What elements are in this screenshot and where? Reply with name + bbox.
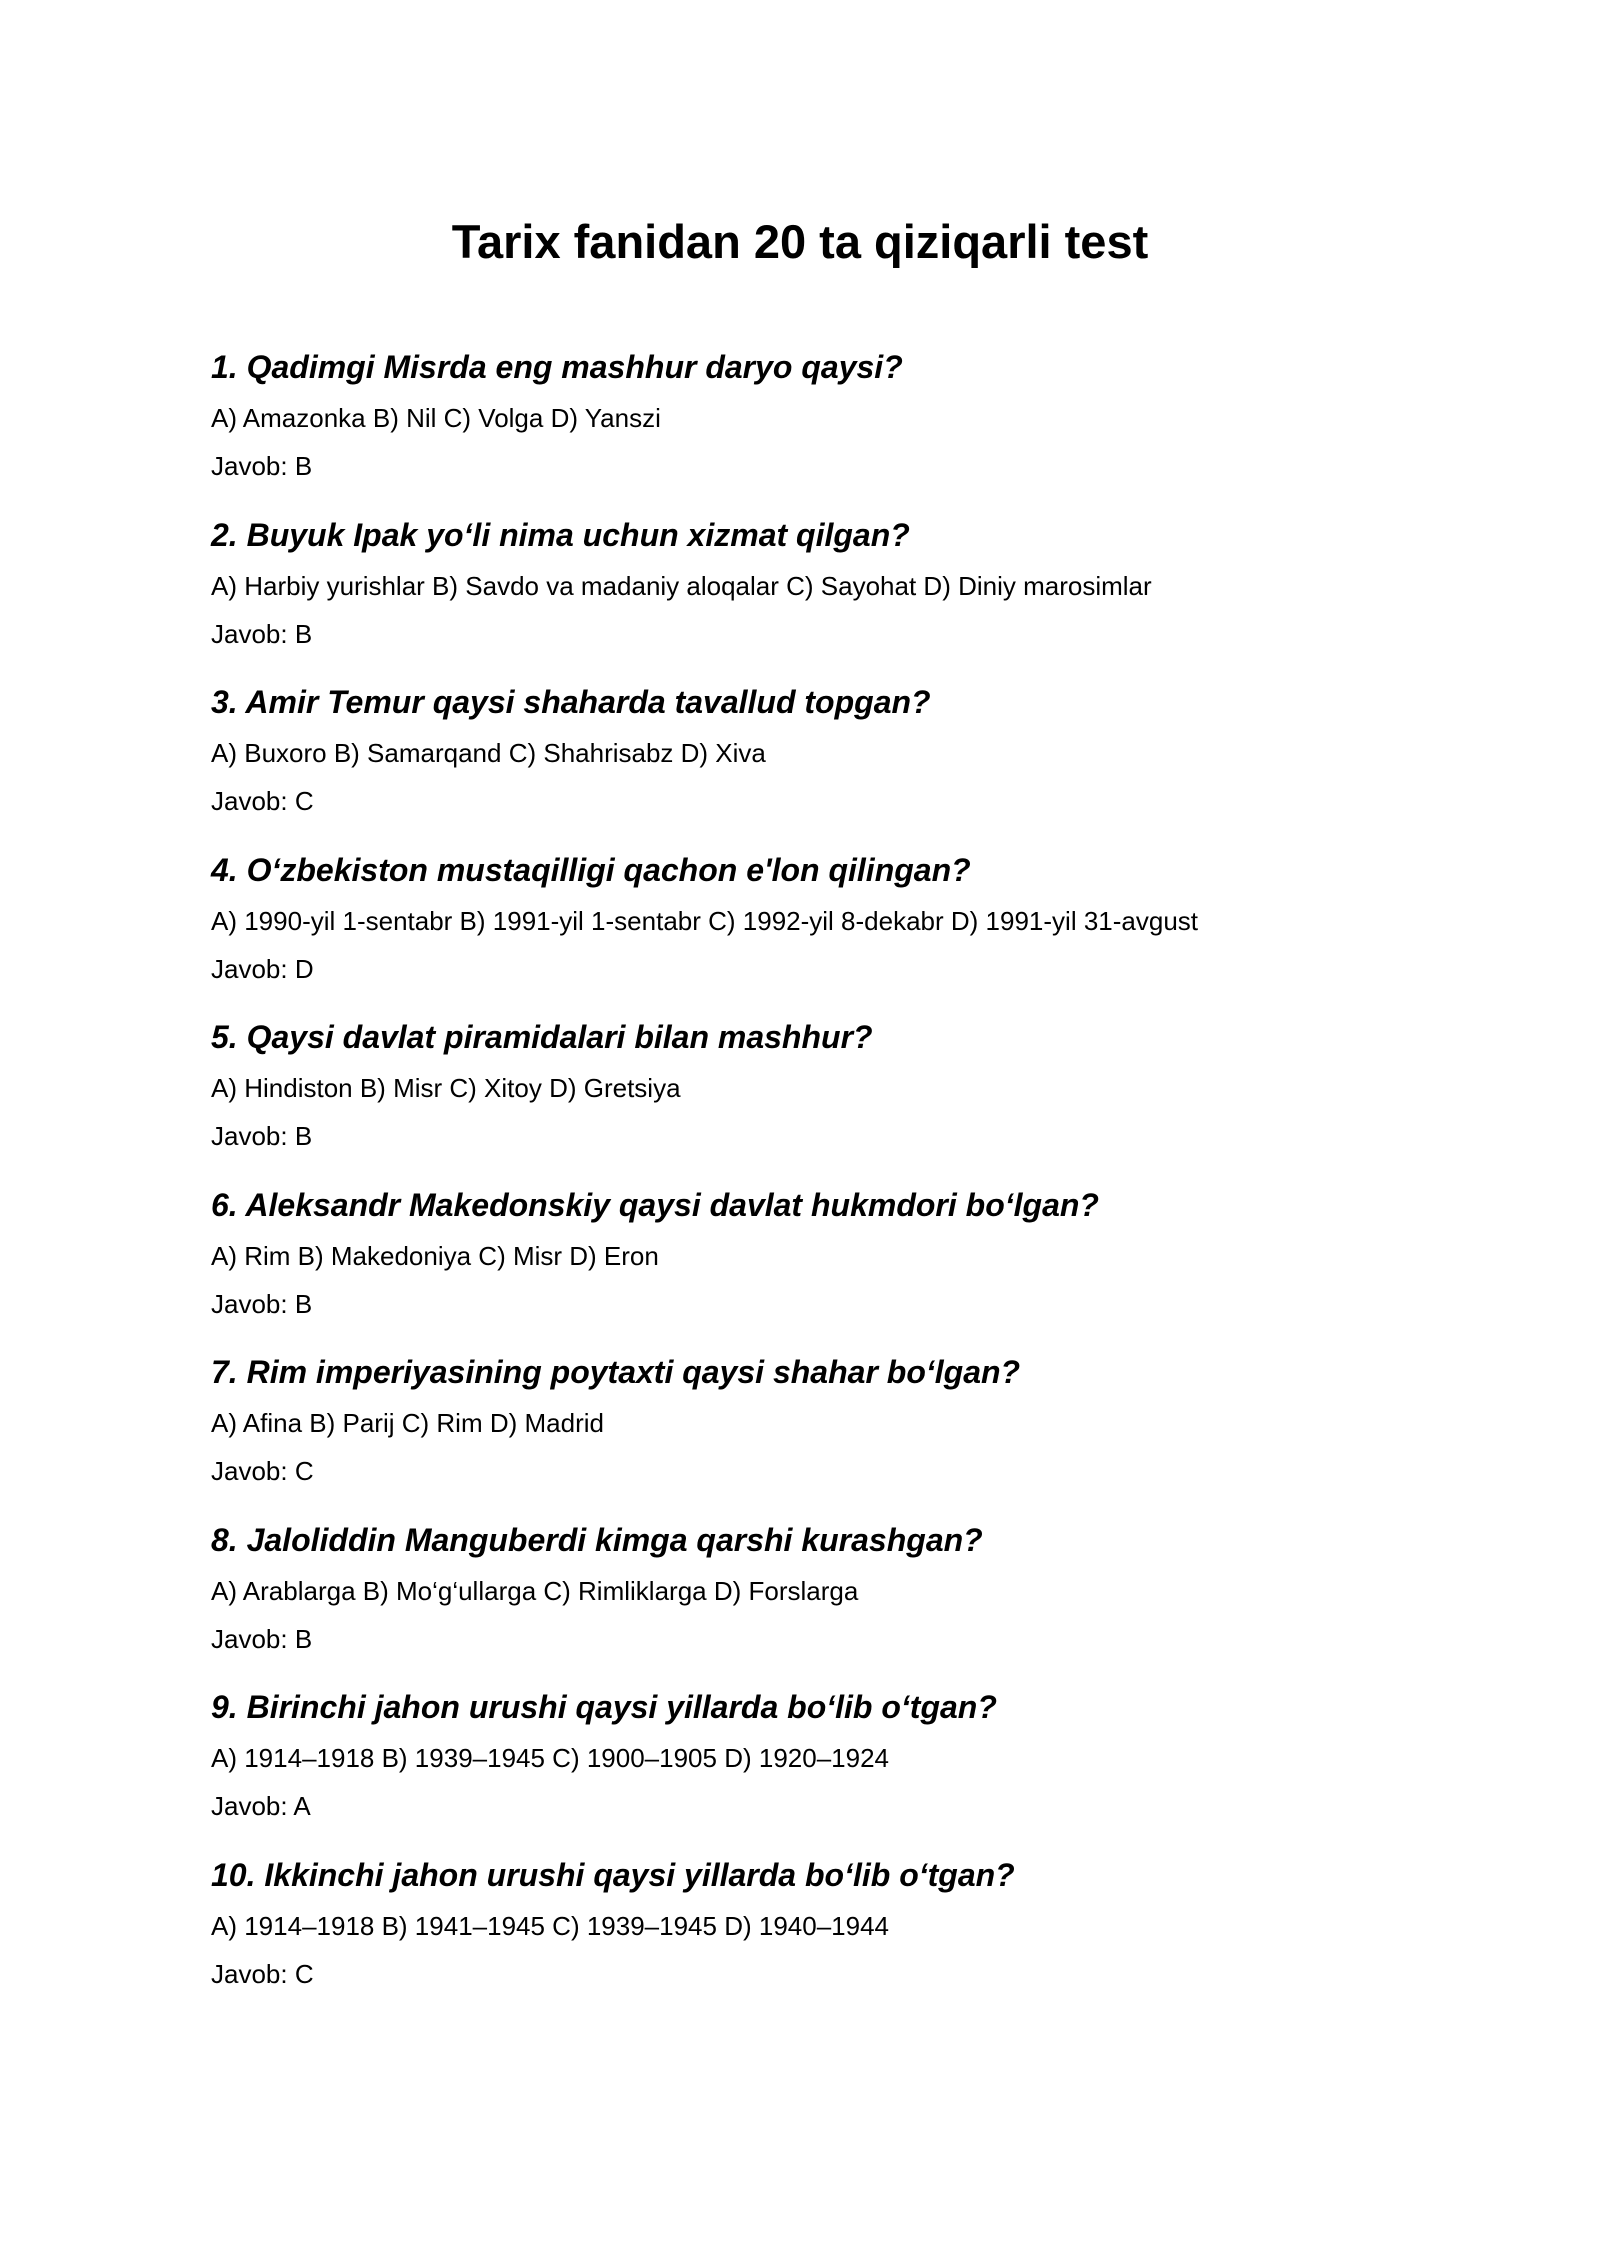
question-text: 4. O‘zbekiston mustaqilligi qachon e'lon qilingan? xyxy=(211,851,971,888)
question-text: 1. Qadimgi Misrda eng mashhur daryo qaysi? xyxy=(211,349,903,385)
question-item xyxy=(211,1853,1411,2021)
question-text: 3. Amir Temur qaysi shaharda tavallud topgan? xyxy=(211,684,931,720)
correct-answer: Javob: A xyxy=(211,1791,311,1821)
answer-options: A) Hindiston B) Misr C) Xitoy D) Gretsiya xyxy=(211,1073,681,1103)
question-item xyxy=(211,1183,1411,1351)
answer-options: A) Harbiy yurishlar B) Savdo va madaniy aloqalar C) Sayohat D) Diniy marosimlar xyxy=(211,570,1152,601)
answer-options: A) Amazonka B) Nil C) Volga D) Yanszi xyxy=(211,403,661,433)
correct-answer: Javob: C xyxy=(211,1958,314,1989)
question-item xyxy=(211,345,1411,513)
answer-options: A) 1914–1918 B) 1939–1945 C) 1900–1905 D) 1920–1924 xyxy=(211,1743,889,1773)
question-text: 5. Qaysi davlat piramidalari bilan mashhur? xyxy=(211,1019,873,1055)
correct-answer: Javob: D xyxy=(211,953,314,984)
question-item xyxy=(211,680,1411,848)
question-item xyxy=(211,848,1411,1016)
correct-answer: Javob: B xyxy=(211,1623,313,1654)
question-item xyxy=(211,1350,1411,1518)
answer-options: A) 1914–1918 B) 1941–1945 C) 1939–1945 D) 1940–1944 xyxy=(211,1910,889,1941)
question-text: 9. Birinchi jahon urushi qaysi yillarda bo‘lib o‘tgan? xyxy=(211,1689,997,1725)
correct-answer: Javob: C xyxy=(211,786,314,816)
question-text: 2. Buyuk Ipak yo‘li nima uchun xizmat qilgan? xyxy=(211,516,910,553)
question-text: 6. Aleksandr Makedonskiy qaysi davlat hukmdori bo‘lgan? xyxy=(211,1186,1099,1223)
answer-options: A) Afina B) Parij C) Rim D) Madrid xyxy=(211,1408,604,1438)
correct-answer: Javob: C xyxy=(211,1456,314,1486)
document-title: Tarix fanidan 20 ta qiziqarli test xyxy=(451,215,1149,268)
answer-options: A) Buxoro B) Samarqand C) Shahrisabz D) Xiva xyxy=(211,738,766,768)
question-item xyxy=(211,1518,1411,1686)
correct-answer: Javob: B xyxy=(211,1288,313,1319)
question-text: 10. Ikkinchi jahon urushi qaysi yillarda bo‘lib o‘tgan? xyxy=(211,1856,1015,1893)
answer-options: A) 1990-yil 1-sentabr B) 1991-yil 1-sentabr C) 1992-yil 8-dekabr D) 1991-yil 31-avgust xyxy=(211,905,1199,936)
answer-options: A) Arablarga B) Mo‘g‘ullarga C) Rimliklarga D) Forslarga xyxy=(211,1575,859,1606)
question-item xyxy=(211,1015,1411,1183)
answer-options: A) Rim B) Makedoniya C) Misr D) Eron xyxy=(211,1240,659,1271)
question-text: 7. Rim imperiyasining poytaxti qaysi shahar bo‘lgan? xyxy=(211,1354,1021,1390)
question-list xyxy=(211,345,1411,2020)
correct-answer: Javob: B xyxy=(211,451,313,481)
question-item xyxy=(211,513,1411,681)
correct-answer: Javob: B xyxy=(211,618,313,649)
correct-answer: Javob: B xyxy=(211,1121,313,1151)
question-item xyxy=(211,1685,1411,1853)
question-text: 8. Jaloliddin Manguberdi kimga qarshi kurashgan? xyxy=(211,1521,983,1558)
